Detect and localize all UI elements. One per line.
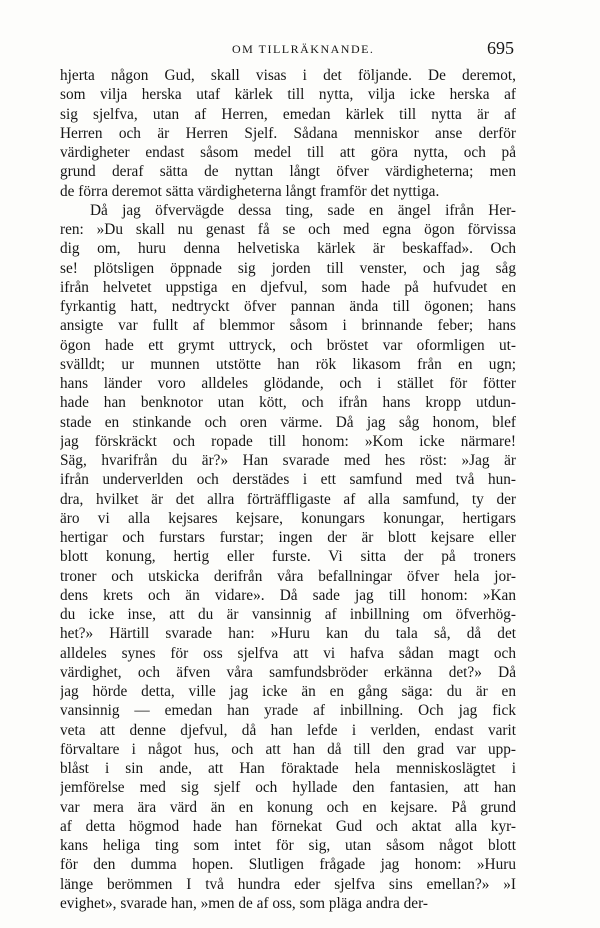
text-line: för den dumma hopen. Slutligen frågade jag honom: »Huru bbox=[60, 856, 516, 874]
text-line: vansinnig — emedan han yrade af inbillning. Och jag fick bbox=[60, 702, 516, 720]
text-line: de förra deremot sätta värdigheterna långt framför det nyttiga. bbox=[60, 182, 440, 200]
text-line: hans länder voro alldeles glödande, och i stället för fötter bbox=[60, 375, 516, 392]
text-line: dens krets och än vidare». Då sade jag till honom: »Kan bbox=[60, 586, 516, 604]
text-line: fyrkantig hatt, nedtryckt öfver pannan ända till ögonen; hans bbox=[60, 298, 516, 315]
text-line: ifrån underverlden och derstädes i ett samfund med två hun- bbox=[60, 471, 516, 489]
running-head bbox=[60, 38, 518, 62]
text-line: som vilja herska utaf kärlek till nytta, vilja icke herska af bbox=[60, 86, 516, 104]
text-line: länge berömmen I två hundra eder sjelfva sins emellan?» »I bbox=[60, 875, 516, 893]
text-line: blott konung, hertig eller furste. Vi sitta der på troners bbox=[60, 548, 516, 566]
text-line: sig sjelfva, utan af Herren, emedan kärlek till nytta är af bbox=[60, 105, 516, 123]
text-line: troner och utskicka derifrån våra befallningar öfver hela jor- bbox=[60, 567, 516, 585]
text-line: stade en stinkande och oren värme. Då jag såg honom, blef bbox=[60, 413, 516, 431]
text-line: ifrån helvetet uppstiga en djefvul, som hade på hufvudet en bbox=[60, 278, 516, 296]
text-line: veta att denne djefvul, då han lefde i verlden, endast varit bbox=[60, 721, 516, 739]
text-line: dra, hvilket är det allra förträffligaste af alla samfund, ty der bbox=[60, 490, 516, 508]
text-line: Då jag öfvervägde dessa ting, sade en ängel ifrån Her- bbox=[90, 201, 516, 219]
text-line: het?» Härtill svarade han: »Huru kan du tala så, då det bbox=[60, 625, 516, 643]
body-text bbox=[60, 66, 516, 913]
text-line: jag hörde detta, ville jag icke än en gång säga: du är en bbox=[60, 683, 516, 700]
text-line: kans heliga ting som intet för sig, utan såsom något blott bbox=[60, 837, 516, 854]
text-line: alldeles synes för oss sjelfva att vi hafva sådan magt och bbox=[60, 644, 516, 662]
text-line: du icke inse, att du är vansinnig af inbillning om öfverhög- bbox=[60, 606, 516, 623]
page-number: 695 bbox=[487, 38, 514, 58]
text-line: förvaltare i något hus, och att han då till den grad var upp- bbox=[60, 740, 516, 758]
text-line: Säg, hvarifrån du är?» Han svarade med hes röst: »Jag är bbox=[60, 452, 516, 469]
text-line: se! plötsligen öppnade sig jorden till venster, och jag såg bbox=[60, 259, 516, 277]
text-line: värdigheter endast såsom medel till att göra nytta, och på bbox=[60, 144, 516, 161]
text-line: dig om, huru denna helvetiska kärlek är beskaffad». Och bbox=[60, 240, 516, 258]
text-line: ren: »Du skall nu genast få se och med egna ögon förvissa bbox=[60, 221, 516, 238]
text-line: grund deraf sätta de nyttan långt öfver värdigheterna; men bbox=[60, 163, 516, 181]
text-line: var mera ära värd än en konung och en kejsare. På grund bbox=[60, 798, 516, 816]
text-line: hade han benknotor utan kött, och ifrån hans kropp utdun- bbox=[60, 394, 516, 412]
text-line: hjerta någon Gud, skall visas i det följande. De deremot, bbox=[60, 67, 516, 84]
text-line: af detta högmod hade han förnekat Gud och aktat alla kyr- bbox=[60, 817, 516, 835]
running-title: OM TILLRÄKNANDE. bbox=[232, 42, 375, 56]
text-line: värdighet, och äfven våra samfundsbröder erkänna det?» Då bbox=[60, 663, 516, 681]
text-line: jemförelse med sig sjelf och hyllade den fantasien, att han bbox=[60, 779, 516, 797]
text-line: evighet», svarade han, »men de af oss, som pläga andra der- bbox=[60, 894, 428, 912]
text-line: Herren och är Herren Sjelf. Sådana menniskor anse derför bbox=[60, 124, 516, 142]
text-line: blåst i sin ande, att Han föraktade hela menniskoslägtet i bbox=[60, 760, 516, 777]
text-line: äro vi alla kejsares kejsare, konungars konungar, hertigars bbox=[60, 509, 516, 527]
text-line: jag förskräckt och ropade till honom: »Kom icke närmare! bbox=[60, 432, 516, 450]
text-line: svälldt; ur munnen utstötte han rök likasom från en ugn; bbox=[60, 355, 516, 373]
text-line: ögon hade ett grymt uttryck, och bröstet var oformligen ut- bbox=[60, 336, 516, 354]
text-line: ansigte var fullt af blemmor såsom i brinnande feber; hans bbox=[60, 317, 516, 335]
text-line: hertigar och furstars furstar; ingen der är blott kejsare eller bbox=[60, 529, 516, 546]
